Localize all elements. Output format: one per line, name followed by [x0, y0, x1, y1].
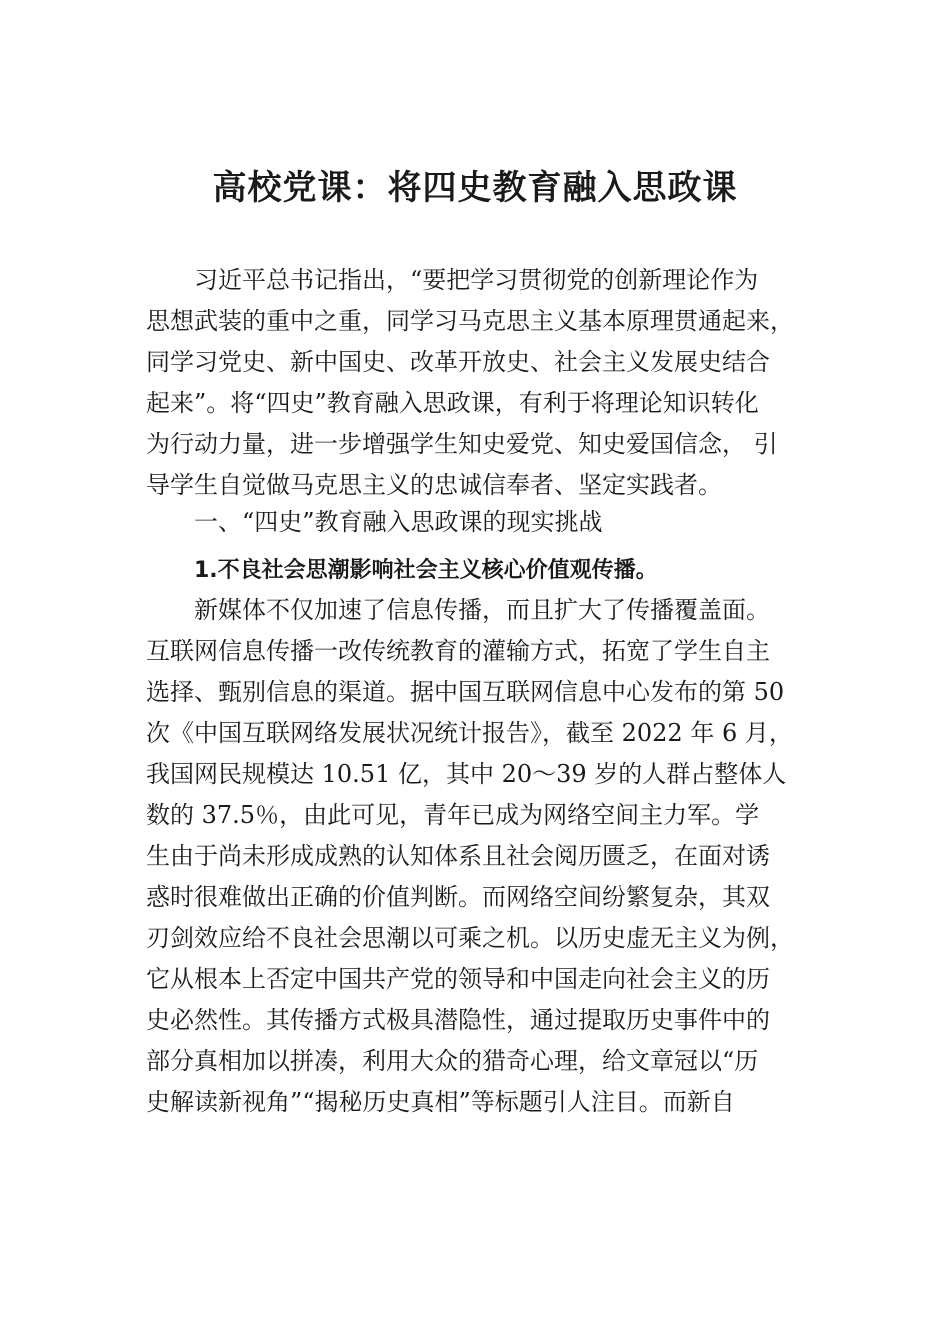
body-line: 部分真相加以拼凑，利用大众的猎奇心理，给文章冠以“历 [146, 1047, 759, 1075]
body-line: 互联网信息传播一改传统教育的灌输方式，拓宽了学生自主 [146, 637, 770, 665]
section-heading: 一、“四史”教育融入思政课的现实挑战 [194, 508, 603, 536]
body-line: 史必然性。其传播方式极具潜隐性，通过提取历史事件中的 [146, 1006, 770, 1034]
page-title: 高校党课：将四史教育融入思政课 [212, 168, 738, 208]
body-line: 惑时很难做出正确的价值判断。而网络空间纷繁复杂，其双 [146, 883, 770, 911]
intro-line: 起来”。将“四史”教育融入思政课，有利于将理论知识转化 [146, 389, 759, 417]
body-line: 史解读新视角”“揭秘历史真相”等标题引人注目。而新自 [146, 1088, 735, 1116]
intro-line: 导学生自觉做马克思主义的忠诚信奉者、坚定实践者。 [146, 471, 722, 499]
body-line: 新媒体不仅加速了信息传播，而且扩大了传播覆盖面。 [194, 596, 770, 624]
intro-line: 为行动力量，进一步增强学生知史爱党、知史爱国信念， 引 [146, 430, 778, 458]
body-line: 数的 37.5％，由此可见，青年已成为网络空间主力军。学 [146, 801, 760, 829]
body-line: 次《中国互联网络发展状况统计报告》，截至 2022 年 6 月， [146, 719, 793, 747]
intro-line: 同学习党史、新中国史、改革开放史、社会主义发展史结合 [146, 348, 770, 376]
intro-line: 思想武装的重中之重，同学习马克思主义基本原理贯通起来， [146, 307, 794, 335]
body-line: 刃剑效应给不良社会思潮以可乘之机。以历史虚无主义为例， [146, 924, 794, 952]
subheading: 1.不良社会思潮影响社会主义核心价值观传播。 [194, 558, 658, 583]
body-line: 它从根本上否定中国共产党的领导和中国走向社会主义的历 [146, 965, 770, 993]
body-line: 选择、甄别信息的渠道。据中国互联网信息中心发布的第 50 [146, 678, 785, 706]
body-line: 生由于尚未形成成熟的认知体系且社会阅历匮乏，在面对诱 [146, 842, 770, 870]
intro-line: 习近平总书记指出，“要把学习贯彻党的创新理论作为 [194, 266, 759, 294]
body-line: 我国网民规模达 10.51 亿，其中 20～39 岁的人群占整体人 [146, 760, 787, 788]
